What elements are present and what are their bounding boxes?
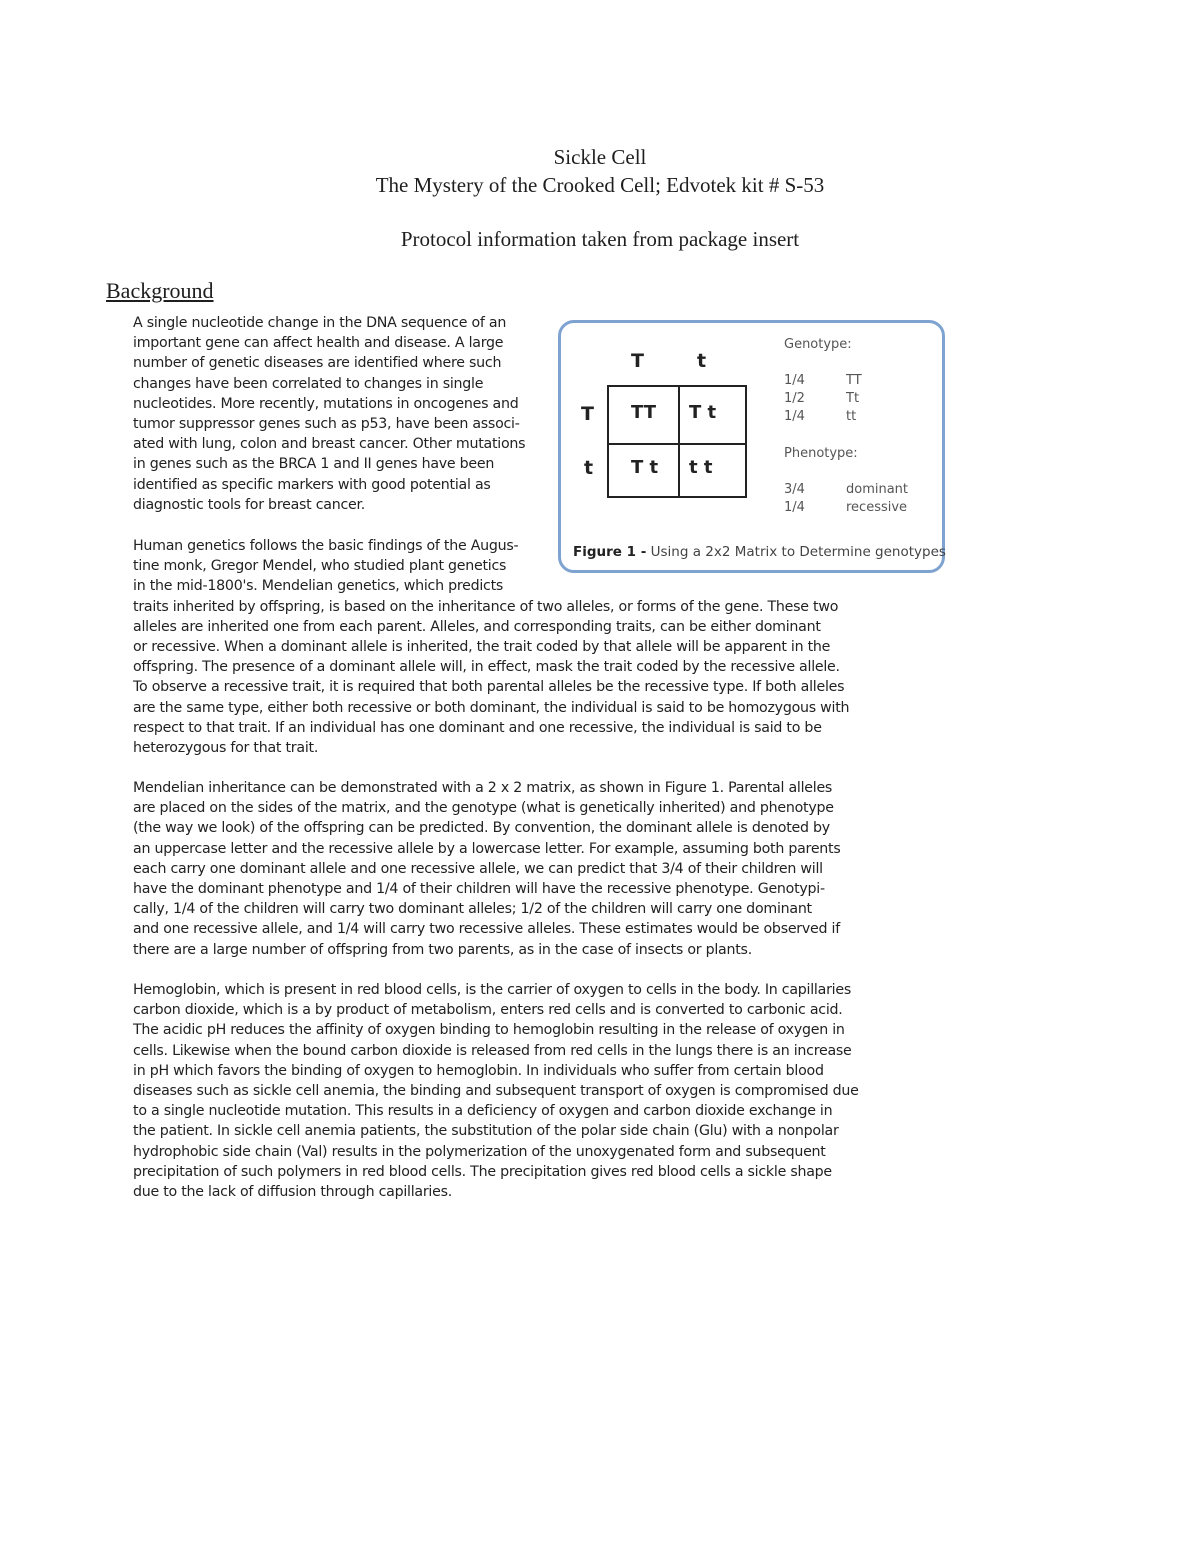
genotype-label: TT [846, 373, 862, 388]
side-allele-dominant: T [581, 403, 594, 425]
paragraph-line: cally, 1/4 of the children will carry two dominant alleles; 1/2 of the children will carry one dominant [133, 901, 812, 918]
genotype-ratio: 1/2 [784, 391, 805, 406]
paragraph-line: due to the lack of diffusion through capillaries. [133, 1184, 453, 1201]
punnett-cell: TT [631, 402, 656, 423]
paragraph-line: hydrophobic side chain (Val) results in the polymerization of the unoxygenated form and subsequent [133, 1143, 826, 1160]
paragraph-line: tumor suppressor genes such as p53, have been associ- [133, 416, 520, 433]
paragraph-line: Human genetics follows the basic findings of the Augus- [133, 538, 519, 554]
paragraph-line: A single nucleotide change in the DNA sequence of an [133, 315, 507, 331]
paragraph-line: in genes such as the BRCA 1 and II genes have been [133, 456, 495, 473]
genotype-ratio: 1/4 [784, 409, 805, 424]
paragraph-line: nucleotides. More recently, mutations in oncogenes and [133, 395, 519, 412]
phenotype-label: dominant [846, 482, 909, 497]
paragraph-line: there are a large number of offspring from two parents, as in the case of insects or plants. [133, 941, 752, 958]
paragraph-line: in the mid-1800's. Mendelian genetics, which predicts [133, 578, 504, 595]
paragraph-line: Mendelian inheritance can be demonstrated with a 2 x 2 matrix, as shown in Figure 1. Parental alleles [133, 780, 833, 796]
paragraph-line: are placed on the sides of the matrix, and the genotype (what is genetically inherited) and phenotype [133, 800, 834, 817]
figure-caption-label: Figure 1 - [573, 544, 647, 560]
paragraph-line: To observe a recessive trait, it is required that both parental alleles be the recessive type. If both alleles [133, 679, 845, 696]
genotype-heading: Genotype: [784, 337, 852, 352]
paragraph-line: (the way we look) of the offspring can be predicted. By convention, the dominant allele is denoted by [133, 820, 830, 837]
paragraph-3 [133, 778, 841, 960]
paragraph-line: and one recessive allele, and 1/4 will carry two recessive alleles. These estimates would be observed if [133, 921, 840, 938]
paragraph-line: The acidic pH reduces the affinity of oxygen binding to hemoglobin resulting in the release of oxygen in [133, 1022, 845, 1039]
section-heading-background: Background [106, 278, 214, 303]
phenotype-ratio: 1/4 [784, 500, 805, 515]
paragraph-line: have the dominant phenotype and 1/4 of their children will have the recessive phenotype. Genotypi- [133, 881, 825, 898]
paragraph-line: offspring. The presence of a dominant allele will, in effect, mask the trait coded by the recessive allele. [133, 659, 840, 676]
top-allele-recessive: t [697, 350, 707, 372]
paragraph-line: the patient. In sickle cell anemia patients, the substitution of the polar side chain (Glu) with a nonpolar [133, 1123, 839, 1140]
figure-caption-text: Using a 2x2 Matrix to Determine genotypes [646, 544, 946, 560]
punnett-cell: t t [689, 457, 713, 478]
phenotype-label: recessive [846, 500, 908, 515]
figure-1 [558, 320, 945, 573]
protocol-note: Protocol information taken from package insert [400, 227, 800, 251]
figure-caption [573, 544, 946, 560]
paragraph-line: an uppercase letter and the recessive allele by a lowercase letter. For example, assuming both parents [133, 840, 841, 857]
paragraph-line: important gene can affect health and disease. A large [133, 335, 504, 352]
grid-divider-vertical [678, 387, 680, 496]
paragraph-line: cells. Likewise when the bound carbon dioxide is released from red cells in the lungs there is an increase [133, 1042, 852, 1059]
paragraph-line: respect to that trait. If an individual has one dominant and one recessive, the individual is said to be [133, 719, 822, 736]
paragraph-line: to a single nucleotide mutation. This results in a deficiency of oxygen and carbon dioxide exchange in [133, 1103, 833, 1120]
genotype-ratio: 1/4 [784, 373, 805, 388]
paragraph-line: precipitation of such polymers in red blood cells. The precipitation gives red blood cells a sickle shape [133, 1163, 832, 1180]
genotype-label: tt [846, 409, 857, 424]
paragraph-line: diagnostic tools for breast cancer. [133, 496, 366, 513]
paragraph-4 [133, 980, 859, 1202]
genotype-label: Tt [846, 391, 860, 406]
phenotype-heading: Phenotype: [784, 446, 858, 461]
paragraph-line: changes have been correlated to changes in single [133, 375, 484, 392]
paragraph-line: ated with lung, colon and breast cancer. Other mutations [133, 436, 526, 453]
paragraph-line: carbon dioxide, which is a by product of metabolism, enters red cells and is converted to carbonic acid. [133, 1002, 843, 1019]
punnett-square [607, 385, 747, 498]
paragraph-line: each carry one dominant allele and one recessive allele, we can predict that 3/4 of their children will [133, 860, 823, 877]
paragraph-line: in pH which favors the binding of oxygen to hemoglobin. In individuals who suffer from certain blood [133, 1062, 824, 1079]
paragraph-1 [133, 313, 525, 515]
paragraph-line: identified as specific markers with good potential as [133, 476, 491, 493]
paragraph-line: Hemoglobin, which is present in red blood cells, is the carrier of oxygen to cells in the body. In capillaries [133, 982, 851, 998]
title-block [0, 143, 1200, 253]
grid-divider-horizontal [609, 443, 745, 445]
paragraph-line: number of genetic diseases are identified where such [133, 355, 502, 372]
paragraph-line: are the same type, either both recessive or both dominant, the individual is said to be homozygous with [133, 699, 850, 716]
punnett-cell: T t [689, 402, 717, 423]
punnett-cell: T t [631, 457, 659, 478]
paragraph-line: alleles are inherited one from each parent. Alleles, and corresponding traits, can be either dominant [133, 618, 821, 635]
paragraph-line: tine monk, Gregor Mendel, who studied plant genetics [133, 558, 507, 575]
paragraph-line: traits inherited by offspring, is based on the inheritance of two alleles, or forms of the gene. These two [133, 598, 839, 615]
paragraph-line: heterozygous for that trait. [133, 740, 319, 757]
top-allele-dominant: T [631, 350, 644, 372]
page-title: Sickle Cell [553, 145, 647, 169]
paragraph-line: diseases such as sickle cell anemia, the binding and subsequent transport of oxygen is compromised due [133, 1083, 859, 1100]
phenotype-ratio: 3/4 [784, 482, 805, 497]
side-allele-recessive: t [584, 457, 594, 479]
paragraph-line: or recessive. When a dominant allele is inherited, the trait coded by that allele will be apparent in the [133, 639, 831, 656]
kit-line: The Mystery of the Crooked Cell; Edvotek kit # S-53 [375, 173, 825, 197]
